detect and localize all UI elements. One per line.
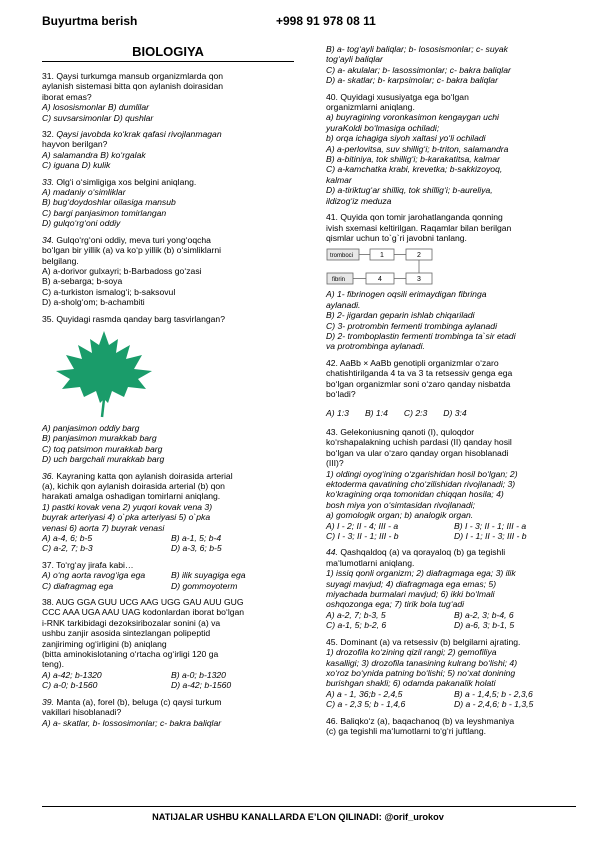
option-line: C) a-turkiston ismalog‘i; b-saksovul [42, 286, 176, 297]
option-line: aylanadi. [326, 299, 361, 310]
option-line: D) uch bargchali murakkab barg [42, 454, 165, 465]
options-row [326, 408, 576, 418]
stem-line [42, 697, 294, 707]
question-40 [326, 92, 576, 206]
option-c: C) a - 2,3 5; b - 1,4,6 [326, 699, 406, 710]
question-39 [42, 697, 294, 728]
options-grid [326, 610, 576, 631]
stem-line: organizmlarni aniqlang. [326, 102, 415, 113]
option-a: A) o‘ng aorta ravog‘iga ega [42, 570, 146, 581]
stem-line: 45. Dominant (a) va retsessiv (b) belgilarni ajrating. [326, 636, 521, 647]
option-line: B) bug‘doydoshlar oilasiga mansub [42, 197, 176, 208]
stem-line: (a), kichik qon aylanish doirasida arterial (b) qon [42, 480, 225, 491]
question-33 [42, 177, 294, 229]
option-a: A) a - 1, 36;b - 2,4,5 [326, 688, 403, 699]
option-line: B) a-bitiniya, tok shillig‘i; b-karakatitsa, kalmar [326, 154, 500, 165]
options-grid [42, 670, 294, 691]
stem-line: 40. Quyidagi xususiyatga ega bo‘lgan [326, 91, 469, 102]
item-line: suyagi mavjud; 4) diafragmaga ega emas; 5) [326, 578, 497, 589]
item-line: burishgan shakli; 6) odamda pakanalik holati [326, 678, 496, 689]
stem-line: harakati amalga oshadigan tomirlarni aniqlang. [42, 491, 221, 502]
item-line: kasalligi; 3) drozofila tanasining kulrang bo‘lishi; 4) [326, 657, 518, 668]
option-b: B) a-2, 3; b-4, 6 [454, 609, 514, 620]
stem-line: belgilang. [42, 255, 79, 266]
stem-text: Qaysi javobda ko‘krak qafasi rivojlanmagan [56, 129, 222, 140]
option-b: B) a-0; b-1320 [171, 669, 226, 680]
option-line: C) toq patsimon murakkab barg [42, 443, 163, 454]
option-c: C) a-1, 5; b-2, 6 [326, 620, 387, 631]
stem-line: (III)? [326, 458, 344, 469]
stem-line [326, 547, 576, 557]
option-c: C) a-2, 7; b-3 [42, 543, 93, 554]
option-line: C) iguana D) kulik [42, 160, 111, 171]
option-a: A) a-2, 7; b-3, 5 [326, 609, 386, 620]
blood-clotting-diagram [326, 247, 436, 287]
option-line: A) a-dorivor gulxayri; b-Barbadoss go‘zasi [42, 265, 202, 276]
stem-text: Manta (a), forel (b), beluga (c) qaysi turkum [56, 696, 222, 707]
item-line: b) orqa ichagiga siyoh xaltasi yo‘li ochiladi [326, 133, 486, 144]
stem-line: bo‘ladi? [326, 388, 356, 399]
option-d: D) I - 1; II - 3; III - b [454, 531, 527, 542]
item-line: 1) drozofila ko‘zining qizil rangi; 2) gemofiliya [326, 647, 497, 658]
option-d: D) 3:4 [443, 407, 467, 418]
stem-line: bo‘lgan organizmlar soni o‘zaro qanday nisbatda [326, 378, 511, 389]
question-34 [42, 235, 294, 308]
stem-text: Gulqo‘rg‘oni oddiy, meva turi yong‘oqcha [56, 234, 211, 245]
stem-line [42, 129, 294, 139]
question-46 [326, 716, 576, 737]
option-line: A) salamandra B) ko‘rgalak [42, 149, 146, 160]
question-38 [42, 597, 294, 691]
stem-line: chatishtirilganda 4 ta va 3 ta retsessiv genga ega [326, 368, 513, 379]
option-d: D) a - 2,4,6; b - 1,3,5 [454, 699, 534, 710]
option-line: D) a- skatlar; b- karpsimolar; c- bakra baliqlar [326, 75, 498, 86]
options-grid [42, 533, 294, 554]
question-number: 44. [326, 547, 338, 558]
option-line: C) a- akulalar; b- lasossimonlar; c- bakra baliqlar [326, 64, 511, 75]
stem-line: 35. Quyidagi rasmda qanday barg tasvirlangan? [42, 313, 225, 324]
leaf-shape [56, 331, 152, 403]
item-line: ko‘kragining orqa tomonidan chiqqan hosila; 4) [326, 489, 504, 500]
option-line: A) a-perlovitsa, suv shillig‘i; b-triton, salamandra [326, 143, 509, 154]
item-line: venasi 6) aorta 7) buyrak venasi [42, 522, 165, 533]
stem-line: CCC AAA UGA AAU UAG kodonlardan iborat bo‘lgan [42, 607, 245, 618]
item-line: 1) oldingi oyog‘ining o‘zgarishidan hosil bo‘lgan; 2) [326, 468, 518, 479]
stem-line: 37. To‘rg‘ay jirafa kabi… [42, 559, 134, 570]
question-41 [326, 212, 576, 352]
item-line: xo‘roz bo‘ynida patning bo‘lishi; 5) no‘xat donining [326, 667, 516, 678]
stem-line [42, 177, 294, 187]
stem-line: bo‘lgan va ular o‘zaro qanday organ hisoblanadi [326, 447, 509, 458]
item-line: miyachada burmalari mavjud; 6) ikki bo‘lmali [326, 589, 495, 600]
stem-line: aylanish sistemasi bitta qon aylanish doirasidan [42, 81, 224, 92]
stem-line [42, 471, 294, 481]
stem-line: teng). [42, 659, 64, 670]
option-line: A) madaniy o‘simliklar [42, 187, 126, 198]
question-32 [42, 129, 294, 171]
option-line: va protrombinga aylanadi. [326, 341, 425, 352]
question-44 [326, 547, 576, 630]
option-a: A) I - 2; II - 4; III - a [326, 520, 399, 531]
stem-line: 38. AUG GGA GUU UCG AAG UGG GAU AUU GUG [42, 597, 244, 608]
option-a: A) a-4, 6; b-5 [42, 533, 93, 543]
option-line: A) a- skatlar, b- lossosimonlar; c- bakra baliqlar [42, 717, 222, 728]
stem-line: 43. Gelekoniusning qanoti (I), quloqdor [326, 426, 475, 437]
item-line: ektoderma qavatining cho‘zilishidan rivojlanadi; 3) [326, 479, 516, 489]
option-line: C) 3- protrombin fermenti trombinga aylanadi [326, 320, 497, 331]
question-39-continued [326, 44, 576, 86]
stem-line: ko‘rshapalakning uchish pardasi (II) qanday hosil [326, 437, 512, 448]
question-37 [42, 560, 294, 591]
stem-line: (c) ga tegishli ma‘lumotlarni to‘g‘ri juftlang. [326, 725, 487, 736]
option-c: C) I - 3; II - 1; III - b [326, 531, 399, 542]
option-b: B) ilik suyagiga ega [171, 570, 246, 581]
question-number: 36. [42, 470, 54, 481]
diagram-label-fibrin: fibrin [332, 277, 346, 284]
option-line: tog‘ayli baliqlar [326, 54, 383, 65]
option-line: kalmar [326, 174, 352, 185]
option-a: A) 1:3 [326, 407, 349, 418]
option-line: C) suvsarsimonlar D) qushlar [42, 112, 154, 123]
footer-text: NATIJALAR USHBU KANALLARDA E’LON QILINADI: @orif_urokov [152, 812, 444, 822]
question-36 [42, 471, 294, 554]
diagram-number-1: 1 [380, 252, 384, 260]
options-grid [326, 521, 576, 542]
option-line: B) a-sebarga; b-soya [42, 276, 123, 287]
option-line: C) a-kamchatka krabi, krevetka; b-sakkizoyoq, [326, 164, 503, 175]
diagram-number-3: 3 [417, 276, 421, 284]
stem-line: hayvon berilgan? [42, 139, 108, 150]
question-43 [326, 427, 576, 541]
stem-line: bo‘lgan bir yillik (a) va ko‘p yillik (b) o‘simliklarni [42, 245, 222, 256]
item-line: 1) pastki kovak vena 2) yuqori kovak vena 3) [42, 501, 213, 512]
stem-line: 42. AaBb × AaBb genotipli organizmlar o‘zaro [326, 357, 499, 368]
stem-line: ma‘lumotlarni aniqlang. [326, 557, 415, 568]
stem-text: Olg‘i o‘simligiga xos belgini aniqlang. [56, 176, 197, 187]
option-d: D) a-6, 3; b-1, 5 [454, 620, 515, 631]
option-line: D) a-sholg‘om; b-achambiti [42, 297, 145, 308]
options-grid [42, 570, 294, 591]
right-column [326, 44, 576, 742]
item-line: yuraKoldi bo‘lmasiga ochiladi; [326, 122, 440, 133]
stem-line [42, 235, 294, 245]
question-number: 32. [42, 129, 54, 140]
stem-line: qismlar uchun to`g`ri javobni tanlang. [326, 232, 467, 243]
option-d: D) a-42; b-1560 [171, 680, 232, 691]
stem-line: iborat emas? [42, 91, 92, 102]
option-line: A) panjasimon oddiy barg [42, 422, 140, 433]
maple-leaf-image [52, 329, 156, 419]
stem-line: i-RNK tarkibidagi dezoksiribozalar sonini (a) va [42, 617, 221, 628]
stem-line: ivish sxemasi keltirilgan. Raqamlar bilan berilgan [326, 222, 512, 233]
footer-divider [42, 806, 576, 807]
option-c: C) 2:3 [403, 407, 428, 418]
item-line: bosh miya yon o‘simtasidan rivojlanadi; [326, 499, 476, 510]
option-line: A) 1- fibrinogen oqsili erimaydigan fibringa [326, 289, 487, 300]
leaf-stem [102, 399, 104, 417]
stem-line: 46. Baliqko‘z (a), baqachanoq (b) va leyshmaniya [326, 715, 515, 726]
option-c: C) diafragmag ega [42, 580, 114, 591]
diagram-label-thrombocyte: tromboci [330, 253, 354, 260]
option-line: B) a- tog‘ayli baliqlar; b- lososismonlar; c- suyak [326, 44, 508, 54]
question-number: 39. [42, 696, 54, 707]
option-b: B) 1:4 [364, 407, 388, 418]
stem-line: zanjiriming og‘irligini (b) aniqlang [42, 638, 167, 649]
option-line: D) gulqo‘rg‘oni oddiy [42, 218, 121, 229]
order-label: Buyurtma berish [42, 14, 138, 28]
stem-line: 41. Quyida qon tomir jarohatlanganda qonning [326, 212, 503, 223]
item-line: oshqozonga ega; 7) tirik bola tug‘adi [326, 599, 465, 610]
option-b: B) a-1, 5; b-4 [171, 533, 222, 543]
question-number: 33. [42, 176, 54, 187]
options-grid [326, 689, 576, 710]
stem-line: 31. Qaysi turkumga mansub organizmlarda qon [42, 71, 224, 81]
stem-text: Kayraning katta qon aylanish doirasida arterial [56, 470, 233, 481]
item-line: a) buyragining voronkasimon kengaygan uchi [326, 112, 499, 123]
option-a: A) a-42; b-1320 [42, 669, 102, 680]
option-d: D) a-3, 6; b-5 [171, 543, 222, 554]
question-35 [42, 314, 294, 465]
question-45 [326, 637, 576, 710]
option-line: A) lososismonlar B) dumlilar [42, 102, 149, 113]
option-d: D) gommoyoterm [171, 580, 238, 591]
diagram-number-4: 4 [378, 276, 382, 284]
question-31 [42, 71, 294, 123]
option-line: B) 2- jigardan geparin ishlab chiqariladi [326, 310, 475, 321]
phone-number: +998 91 978 08 11 [276, 14, 376, 28]
option-c: C) a-0; b-1560 [42, 680, 98, 691]
stem-line: (bitta aminokislotaning o‘rtacha og‘irligi 120 ga [42, 649, 219, 660]
question-number: 34. [42, 234, 54, 245]
option-line: D) 2- tromboplastin fermenti trombinga ta`sir etadi [326, 330, 516, 341]
left-column [42, 44, 294, 734]
stem-line: vakillari hisoblanadi? [42, 707, 122, 718]
option-b: B) I - 3; II - 1; III - a [454, 520, 527, 531]
option-line: D) a-tiriktug‘ar shilliq, tok shillig‘i; b-aureliya, [326, 185, 493, 196]
option-line: B) panjasimon murakkab barg [42, 433, 157, 444]
question-42 [326, 358, 576, 419]
diagram-number-2: 2 [417, 252, 421, 260]
page-title: BIOLOGIYA [42, 44, 294, 62]
item-line: buyrak arteriyasi 4) o`pka arteriyasi 5) o`pka [42, 512, 211, 523]
stem-text: Qashqaldoq (a) va qorayaloq (b) ga tegishli [340, 547, 506, 558]
option-line: C) bargi panjasimon tomirlangan [42, 207, 167, 218]
item-line: a) gomologik organ; b) analogik organ. [326, 510, 474, 521]
stem-line: ushbu zanjir asosida sintezlangan polipeptid [42, 628, 211, 639]
option-b: B) a - 1,4,5; b - 2,3,6 [454, 688, 533, 699]
item-line: 1) issiq qonli organizm; 2) diafragmaga ega; 3) ilik [326, 568, 516, 579]
option-line: ildizog‘iz meduza [326, 195, 392, 206]
